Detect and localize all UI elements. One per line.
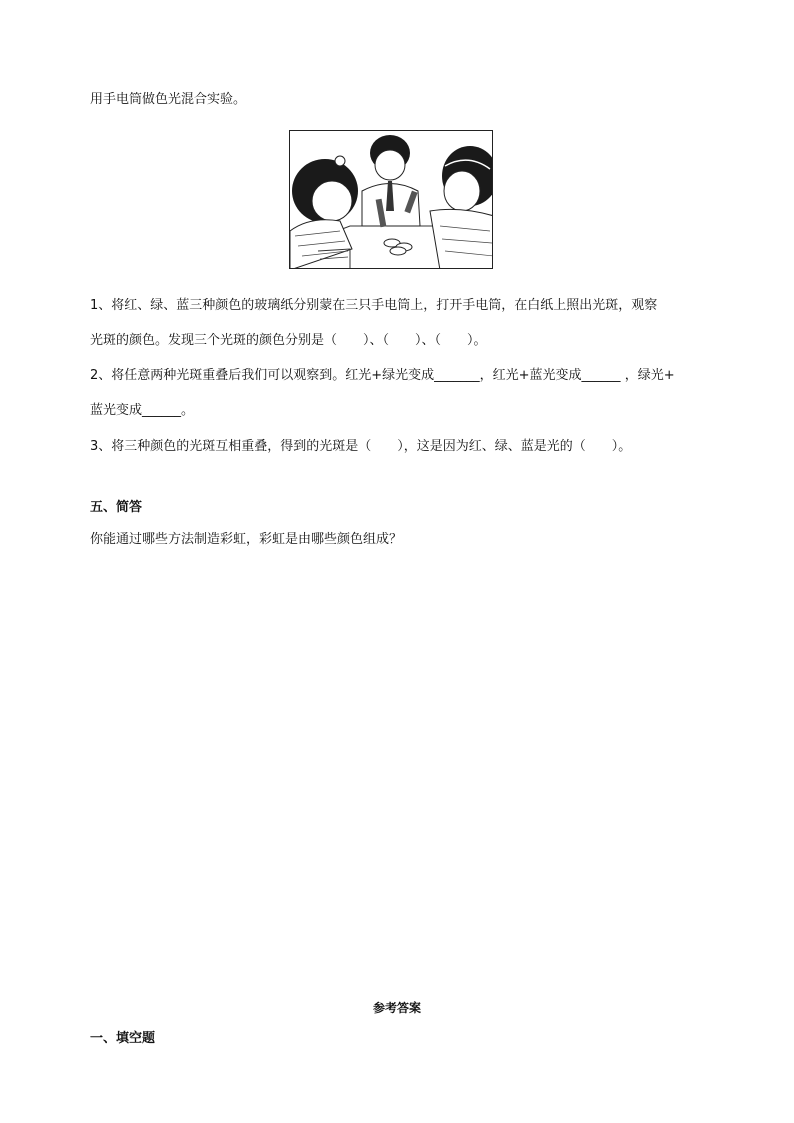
section-5-question: 你能通过哪些方法制造彩虹，彩虹是由哪些颜色组成？	[90, 532, 403, 547]
answers-title: 参考答案	[372, 1001, 421, 1015]
question-1-line-2: 光斑的颜色。发现三个光斑的颜色分别是（ ）、（ ）、（ ）。	[90, 333, 487, 348]
section-5-heading: 五、简答	[90, 500, 143, 515]
question-2-line-2: 蓝光变成______。	[90, 403, 195, 418]
intro-text: 用手电筒做色光混合实验。	[90, 92, 247, 107]
answers-section-1-heading: 一、填空题	[90, 1031, 156, 1046]
students-flashlight-drawing	[290, 131, 493, 269]
question-3: 3、将三种颜色的光斑互相重叠，得到的光斑是（ ），这是因为红、绿、蓝是光的（ ）。	[90, 439, 632, 454]
question-2-line-1: 2、将任意两种光斑重叠后我们可以观察到。红光+绿光变成_______，红光+蓝光变成______ ，绿光+	[90, 368, 675, 383]
question-1-line-1: 1、将红、绿、蓝三种颜色的玻璃纸分别蒙在三只手电筒上，打开手电筒，在白纸上照出光斑，观察	[90, 298, 658, 313]
experiment-illustration	[289, 130, 493, 269]
